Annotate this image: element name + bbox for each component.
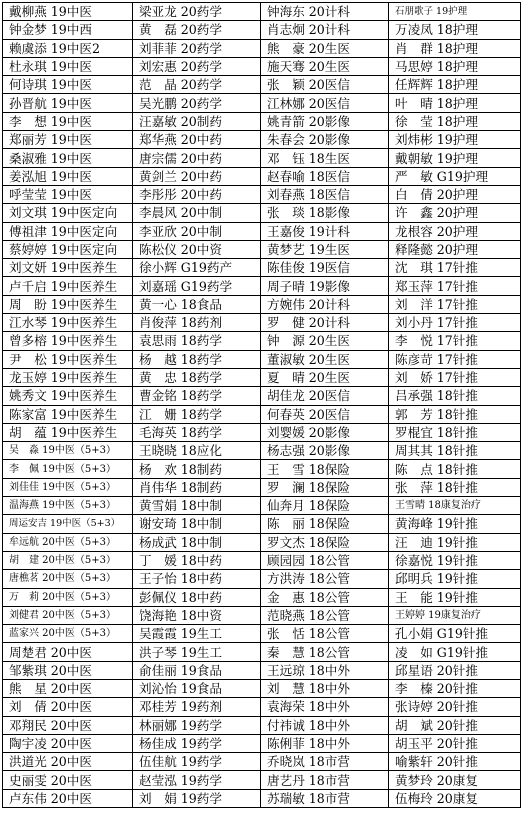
roster-cell: 苏瑞敏 18市营	[261, 789, 389, 807]
roster-cell: 陈俐菲 18中外	[261, 734, 389, 752]
roster-cell: 桑淑雅 19中医	[3, 149, 133, 167]
roster-cell: 熊 豪 20生医	[261, 39, 389, 57]
roster-cell: 张 颖 20医信	[261, 76, 389, 94]
roster-cell: 陈 丽 18保险	[261, 515, 389, 533]
roster-cell: 熊 星 20中医	[3, 679, 133, 697]
roster-cell: 陈彦苛 17针推	[389, 350, 521, 368]
roster-cell: 罗棍宜 18针推	[389, 423, 521, 441]
roster-cell: 孔小娟 G19针推	[389, 625, 521, 643]
roster-cell: 杨志强 20影像	[261, 442, 389, 460]
roster-cell: 施天骞 20生医	[261, 57, 389, 75]
table-row	[3, 112, 521, 130]
table-row	[3, 588, 521, 606]
roster-cell: 饶海艳 18中资	[133, 606, 261, 624]
roster-cell: 姚青箭 20影像	[261, 112, 389, 130]
roster-cell: 卢千启 19中医养生	[3, 277, 133, 295]
roster-cell: 黄一心 18食品	[133, 295, 261, 313]
table-row	[3, 314, 521, 332]
roster-cell: 王远琼 18中外	[261, 661, 389, 679]
roster-cell: 姜泓旭 19中医	[3, 167, 133, 185]
table-row	[3, 442, 521, 460]
roster-cell: 陈佳俊 19医信	[261, 259, 389, 277]
roster-cell: 洪子琴 19生工	[133, 643, 261, 661]
roster-cell: 唐樵茗 20中医（5+3）	[3, 570, 133, 588]
roster-cell: 徐 莹 18护理	[389, 112, 521, 130]
table-row	[3, 460, 521, 478]
table-row	[3, 259, 521, 277]
roster-cell: 黄梦艺 19生医	[261, 240, 389, 258]
roster-cell: 徐嘉悦 19针推	[389, 551, 521, 569]
roster-cell: 郑玉萍 17针推	[389, 277, 521, 295]
table-row	[3, 3, 521, 21]
roster-cell: 万凌凤 18护理	[389, 21, 521, 39]
roster-cell: 谢安琦 18中制	[133, 515, 261, 533]
roster-cell: 蔡婷婷 19中医定向	[3, 240, 133, 258]
roster-cell: 刘 慧 18中外	[261, 679, 389, 697]
table-row	[3, 277, 521, 295]
roster-cell: 俞佳丽 19食品	[133, 661, 261, 679]
roster-cell: 袁海荣 18中外	[261, 698, 389, 716]
roster-cell: 钟金梦 19中西	[3, 21, 133, 39]
table-row	[3, 167, 521, 185]
roster-cell: 仙奔月 18保险	[261, 497, 389, 515]
table-row	[3, 295, 521, 313]
roster-cell: 毛海英 18药学	[133, 423, 261, 441]
roster-cell: 刘文琪 19中医定向	[3, 204, 133, 222]
roster-cell: 曾多榕 19中医养生	[3, 332, 133, 350]
roster-cell: 郭 芳 18针推	[389, 405, 521, 423]
table-row	[3, 387, 521, 405]
roster-cell: 李 佩 19中医（5+3）	[3, 460, 133, 478]
roster-cell: 黄剑兰 20中药	[133, 167, 261, 185]
roster-cell: 肖志炯 20计科	[261, 21, 389, 39]
roster-cell: 杨 欢 18制药	[133, 460, 261, 478]
table-row	[3, 185, 521, 203]
roster-cell: 许 鑫 20护理	[389, 204, 521, 222]
table-row	[3, 716, 521, 734]
roster-cell: 范晓燕 18公管	[261, 606, 389, 624]
roster-cell: 江林娜 20医信	[261, 94, 389, 112]
table-row	[3, 551, 521, 569]
roster-cell: 温海燕 19中医（5+3）	[3, 497, 133, 515]
roster-cell: 胡 蕴 19中医养生	[3, 423, 133, 441]
roster-cell: 黄海峰 19针推	[389, 515, 521, 533]
roster-cell: 肖伟华 18制药	[133, 478, 261, 496]
roster-cell: 王子怡 18中药	[133, 570, 261, 588]
roster-cell: 胡 斌 20针推	[389, 716, 521, 734]
roster-cell: 肖 群 18护理	[389, 39, 521, 57]
table-row	[3, 643, 521, 661]
roster-cell: 黄梦玲 20康复	[389, 771, 521, 789]
roster-cell: 周 盼 19中医养生	[3, 295, 133, 313]
roster-cell: 龙玉婷 19中医养生	[3, 368, 133, 386]
roster-cell: 张 恬 18公管	[261, 625, 389, 643]
table-row	[3, 606, 521, 624]
roster-cell: 李 榛 20针推	[389, 679, 521, 697]
table-row	[3, 515, 521, 533]
roster-cell: 邓翔民 20中医	[3, 716, 133, 734]
roster-cell: 白 倩 20护理	[389, 185, 521, 203]
roster-cell: 方洪涛 18公管	[261, 570, 389, 588]
table-row	[3, 661, 521, 679]
roster-cell: 刘宏惠 20药学	[133, 57, 261, 75]
roster-cell: 彭佩仪 18中药	[133, 588, 261, 606]
roster-cell: 何诗琪 19中医	[3, 76, 133, 94]
roster-cell: 王晓晓 18应化	[133, 442, 261, 460]
roster-cell: 乔晓岚 18市营	[261, 753, 389, 771]
roster-cell: 龙根容 20护理	[389, 222, 521, 240]
roster-cell: 刘嘉瑶 G19药学	[133, 277, 261, 295]
roster-cell: 黄雪娟 18中制	[133, 497, 261, 515]
roster-cell: 邓 钰 18生医	[261, 149, 389, 167]
roster-cell: 黄 忠 18药学	[133, 368, 261, 386]
roster-cell: 张 萍 18针推	[389, 478, 521, 496]
roster-cell: 胡佳龙 20医信	[261, 387, 389, 405]
roster-cell: 周其其 18针推	[389, 442, 521, 460]
roster-cell: 喻紫轩 20针推	[389, 753, 521, 771]
roster-body	[3, 3, 521, 808]
table-row	[3, 423, 521, 441]
table-row	[3, 679, 521, 697]
table-row	[3, 533, 521, 551]
roster-cell: 袁思雨 18药学	[133, 332, 261, 350]
roster-cell: 陈 点 18针推	[389, 460, 521, 478]
table-row	[3, 149, 521, 167]
roster-cell: 石朋歌子 19护理	[389, 3, 521, 21]
roster-cell: 牟远航 20中医（5+3）	[3, 533, 133, 551]
roster-cell: 洪道光 20中医	[3, 753, 133, 771]
roster-cell: 杨佳成 19药学	[133, 734, 261, 752]
roster-cell: 唐艺丹 18市营	[261, 771, 389, 789]
roster-cell: 尹 松 19中医养生	[3, 350, 133, 368]
table-row	[3, 21, 521, 39]
roster-cell: 陈家富 19中医养生	[3, 405, 133, 423]
roster-cell: 钟 源 20生医	[261, 332, 389, 350]
roster-cell: 傅祖津 19中医定向	[3, 222, 133, 240]
roster-cell: 王婷婷 19康复治疗	[389, 606, 521, 624]
roster-cell: 孙晋航 19中医	[3, 94, 133, 112]
roster-cell: 周楚君 20中医	[3, 643, 133, 661]
roster-cell: 曹金铭 18药学	[133, 387, 261, 405]
roster-cell: 江 姗 18药学	[133, 405, 261, 423]
roster-cell: 徐小辉 G19药产	[133, 259, 261, 277]
table-row	[3, 478, 521, 496]
roster-cell: 李晨风 20中制	[133, 204, 261, 222]
roster-cell: 杨 越 18药学	[133, 350, 261, 368]
roster-cell: 刘 倩 20中医	[3, 698, 133, 716]
roster-cell: 伍佳航 19药学	[133, 753, 261, 771]
roster-cell: 汪嘉敏 20制药	[133, 112, 261, 130]
roster-cell: 赵春喻 18医信	[261, 167, 389, 185]
roster-cell: 汪 迪 19针推	[389, 533, 521, 551]
roster-cell: 卢东伟 20中医	[3, 789, 133, 807]
roster-cell: 夏 晴 20生医	[261, 368, 389, 386]
table-row	[3, 350, 521, 368]
roster-cell: 金 惠 18公管	[261, 588, 389, 606]
roster-cell: 李 悦 17针推	[389, 332, 521, 350]
roster-cell: 刘健君 20中医（5+3）	[3, 606, 133, 624]
roster-cell: 王嘉俊 19计科	[261, 222, 389, 240]
roster-cell: 陶宇凌 20中医	[3, 734, 133, 752]
roster-cell: 朱春会 20影像	[261, 131, 389, 149]
table-row	[3, 39, 521, 57]
roster-cell: 丁 媛 18中药	[133, 551, 261, 569]
roster-cell: 史丽雯 20中医	[3, 771, 133, 789]
roster-cell: 刘婴媛 20影像	[261, 423, 389, 441]
roster-cell: 周子晴 19影像	[261, 277, 389, 295]
roster-cell: 马思婷 18护理	[389, 57, 521, 75]
roster-cell: 秦 慧 18公管	[261, 643, 389, 661]
table-row	[3, 332, 521, 350]
roster-cell: 吴光鹏 20药学	[133, 94, 261, 112]
roster-cell: 黄 磊 20药学	[133, 21, 261, 39]
roster-cell: 李彤彤 20中药	[133, 185, 261, 203]
table-row	[3, 57, 521, 75]
roster-cell: 严 敏 G19护理	[389, 167, 521, 185]
roster-cell: 何春英 20医信	[261, 405, 389, 423]
roster-cell: 付祎诚 18中外	[261, 716, 389, 734]
table-row	[3, 753, 521, 771]
roster-cell: 吕承强 18针推	[389, 387, 521, 405]
roster-cell: 刘 娟 19药学	[133, 789, 261, 807]
table-row	[3, 368, 521, 386]
roster-cell: 陈松仪 20中资	[133, 240, 261, 258]
roster-cell: 杨成武 18中制	[133, 533, 261, 551]
table-row	[3, 222, 521, 240]
roster-cell: 钟海东 20计科	[261, 3, 389, 21]
roster-cell: 沈 琪 17针推	[389, 259, 521, 277]
roster-cell: 伍梅玲 20康复	[389, 789, 521, 807]
table-row	[3, 405, 521, 423]
roster-cell: 罗 健 20计科	[261, 314, 389, 332]
roster-cell: 罗 澜 18保险	[261, 478, 389, 496]
roster-cell: 任辉辉 18护理	[389, 76, 521, 94]
roster-cell: 唐宗儒 20中药	[133, 149, 261, 167]
roster-cell: 刘沁怡 19食品	[133, 679, 261, 697]
roster-cell: 胡 建 20中医（5+3）	[3, 551, 133, 569]
table-row	[3, 570, 521, 588]
roster-cell: 张 琰 18影像	[261, 204, 389, 222]
roster-cell: 姚秀文 19中医养生	[3, 387, 133, 405]
roster-cell: 刘文妍 19中医养生	[3, 259, 133, 277]
roster-cell: 梁亚龙 20药学	[133, 3, 261, 21]
roster-cell: 邹紫琪 20中医	[3, 661, 133, 679]
roster-cell: 万 莉 20中医（5+3）	[3, 588, 133, 606]
roster-cell: 刘 娇 17针推	[389, 368, 521, 386]
roster-cell: 杜永琪 19中医	[3, 57, 133, 75]
roster-cell: 凌 如 G19针推	[389, 643, 521, 661]
roster-cell: 戴朝敏 19护理	[389, 149, 521, 167]
roster-cell: 郑华燕 20中药	[133, 131, 261, 149]
table-row	[3, 94, 521, 112]
roster-cell: 释隆懿 20护理	[389, 240, 521, 258]
roster-cell: 王 雪 18保险	[261, 460, 389, 478]
table-row	[3, 625, 521, 643]
roster-cell: 邱星语 20针推	[389, 661, 521, 679]
roster-cell: 叶 晴 18护理	[389, 94, 521, 112]
roster-cell: 王 能 19针推	[389, 588, 521, 606]
roster-cell: 顾园园 18公管	[261, 551, 389, 569]
roster-cell: 刘春燕 18医信	[261, 185, 389, 203]
roster-cell: 呼莹莹 19中医	[3, 185, 133, 203]
roster-cell: 刘佳佳 19中医（5+3）	[3, 478, 133, 496]
roster-cell: 吴霞霞 19生工	[133, 625, 261, 643]
roster-cell: 郑丽芳 19中医	[3, 131, 133, 149]
table-row	[3, 204, 521, 222]
roster-cell: 胡玉平 20针推	[389, 734, 521, 752]
roster-cell: 江水琴 19中医养生	[3, 314, 133, 332]
roster-cell: 罗文杰 18保险	[261, 533, 389, 551]
roster-cell: 刘小丹 17针推	[389, 314, 521, 332]
roster-cell: 范 晶 20药学	[133, 76, 261, 94]
roster-cell: 周运安吉 19中医（5+3）	[3, 515, 133, 533]
roster-cell: 邱明兵 19针推	[389, 570, 521, 588]
roster-cell: 邓桂芳 19药剂	[133, 698, 261, 716]
roster-cell: 赖虞添 19中医2	[3, 39, 133, 57]
roster-cell: 李亚欣 20中制	[133, 222, 261, 240]
roster-cell: 王雪晴 18康复治疗	[389, 497, 521, 515]
roster-cell: 吴 淼 19中医（5+3）	[3, 442, 133, 460]
roster-cell: 刘 洋 17针推	[389, 295, 521, 313]
roster-cell: 刘菲菲 20药学	[133, 39, 261, 57]
roster-cell: 方婉伟 20计科	[261, 295, 389, 313]
table-row	[3, 771, 521, 789]
table-row	[3, 789, 521, 807]
table-row	[3, 76, 521, 94]
roster-cell: 戴柳燕 19中医	[3, 3, 133, 21]
roster-cell: 刘炜彬 19护理	[389, 131, 521, 149]
roster-cell: 赵莹泓 19药学	[133, 771, 261, 789]
table-row	[3, 734, 521, 752]
table-row	[3, 497, 521, 515]
student-roster-table	[2, 2, 521, 808]
roster-cell: 蓝家兴 20中医（5+3）	[3, 625, 133, 643]
table-row	[3, 698, 521, 716]
roster-cell: 肖俊萍 18药剂	[133, 314, 261, 332]
roster-cell: 张诗婷 20针推	[389, 698, 521, 716]
table-row	[3, 131, 521, 149]
roster-cell: 董淑敏 20生医	[261, 350, 389, 368]
roster-cell: 李 想 19中医	[3, 112, 133, 130]
roster-cell: 林丽娜 19药学	[133, 716, 261, 734]
table-row	[3, 240, 521, 258]
